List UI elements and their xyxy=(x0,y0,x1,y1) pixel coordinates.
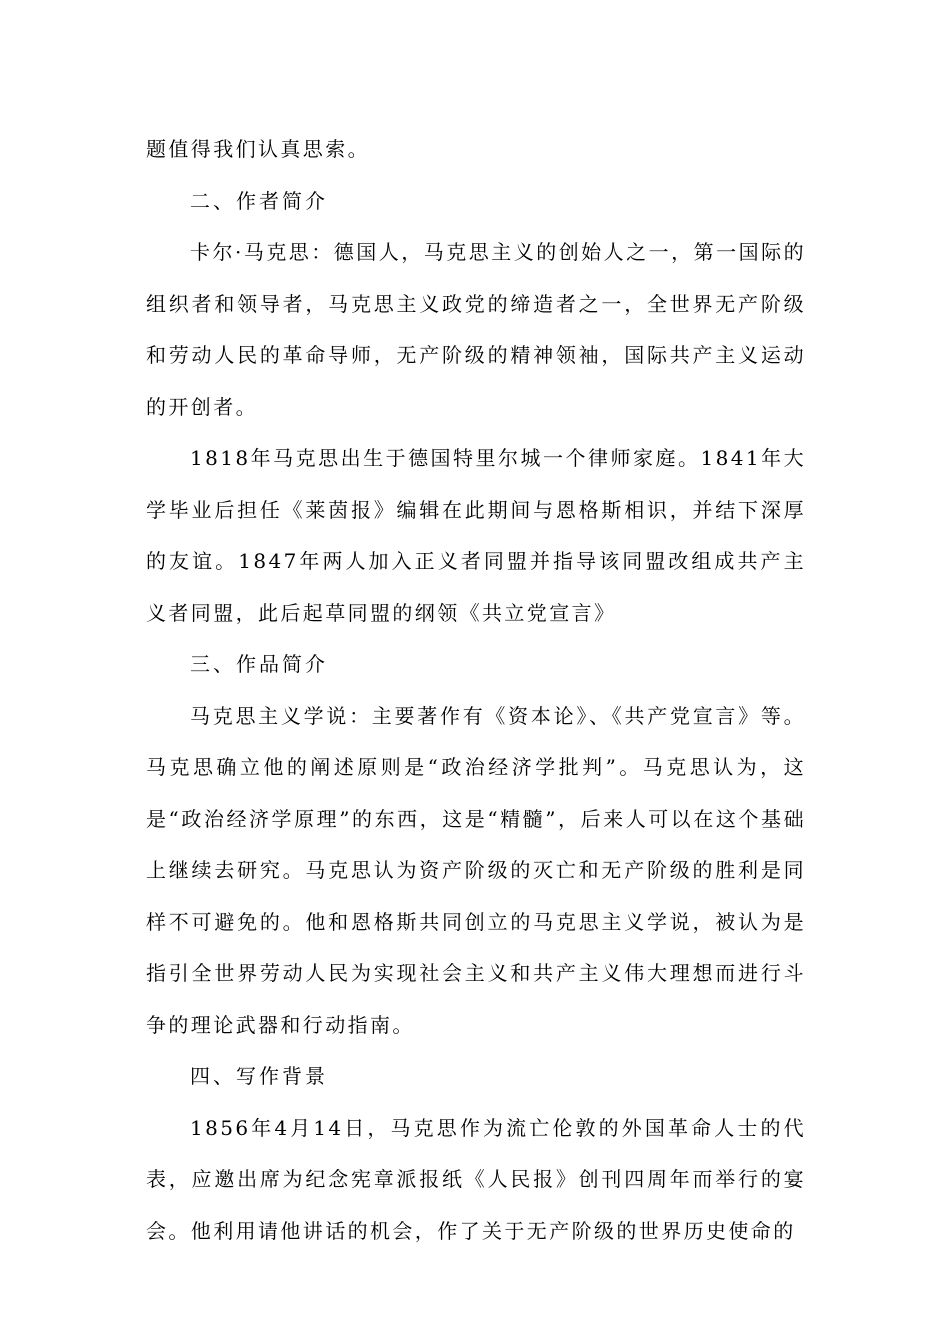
section-heading-background: 四、写作背景 xyxy=(190,1064,328,1088)
paragraph-marx-bio: 1818年马克思出生于德国特里尔城一个律师家庭。1841年大学毕业后担任《莱茵报》编辑在此期间与恩格斯相识，并结下深厚的友谊。1847年两人加入正义者同盟并指导该同盟改组成共产主义者同盟，此后起草同盟的纲领《共立党宣言》 xyxy=(146,446,806,625)
paragraph-continuation: 题值得我们认真思索。 xyxy=(146,137,370,161)
paragraph-marx-intro: 卡尔·马克思：德国人，马克思主义的创始人之一，第一国际的组织者和领导者，马克思主义政党的缔造者之一，全世界无产阶级和劳动人民的革命导师，无产阶级的精神领袖，国际共产主义运动的开创者。 xyxy=(146,240,806,419)
document-body xyxy=(146,124,806,1257)
section-heading-author: 二、作者简介 xyxy=(190,188,328,213)
paragraph-works: 马克思主义学说：主要著作有《资本论》、《共产党宣言》等。马克思确立他的阐述原则是“政治经济学批判”。马克思认为，这是“政治经济学原理”的东西，这是“精髓”，后来人可以在这个基础上继续去研究。马克思认为资产阶级的灭亡和无产阶级的胜利是同样不可避免的。他和恩格斯共同创立的马克思主义学说，被认为是指引全世界劳动人民为实现社会主义和共产主义伟大理想而进行斗争的理论武器和行动指南。 xyxy=(146,703,806,1037)
paragraph-background: 1856年4月14日，马克思作为流亡伦敦的外国革命人士的代表，应邀出席为纪念宪章派报纸《人民报》创刊四周年而举行的宴会。他利用请他讲话的机会，作了关于无产阶级的世界历史使命的 xyxy=(146,1115,806,1243)
section-heading-works: 三、作品简介 xyxy=(190,652,328,676)
